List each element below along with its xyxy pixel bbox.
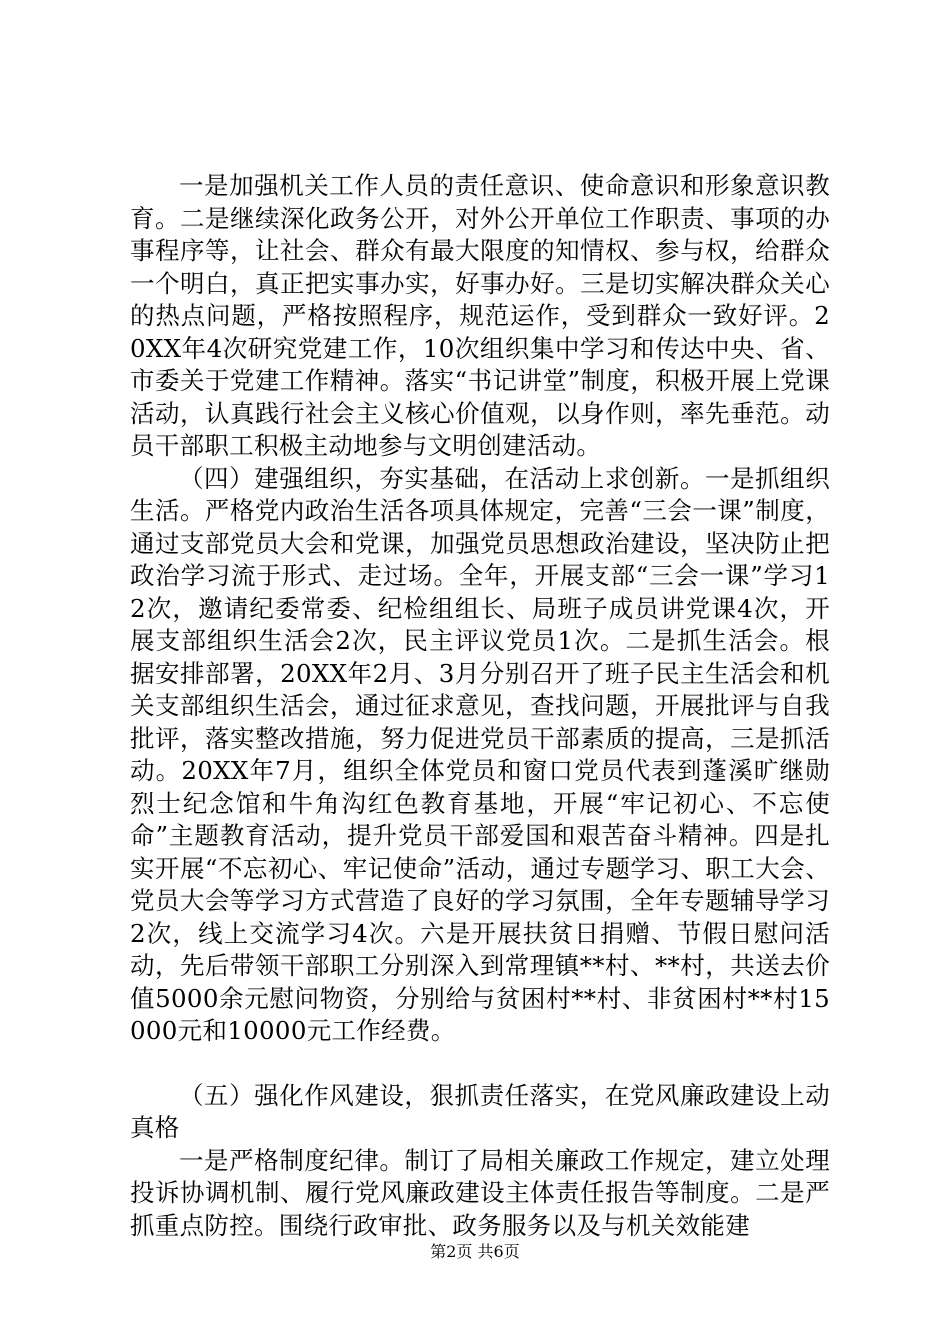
paragraph-gap — [130, 1048, 830, 1080]
document-body — [130, 170, 830, 1242]
paragraph-3: 一是严格制度纪律。制订了局相关廉政工作规定，建立处理投诉协调机制、履行党风廉政建设主体责任报告等制度。二是严抓重点防控。围绕行政审批、政务服务以及与机关效能建 — [130, 1145, 830, 1240]
paragraph-1: 一是加强机关工作人员的责任意识、使命意识和形象意识教育。二是继续深化政务公开，对外公开单位工作职责、事项的办事程序等，让社会、群众有最大限度的知情权、参与权，给群众一个明白，真正把实事办实，好事办好。三是切实解决群众关心的热点问题，严格按照程序，规范运作，受到群众一致好评。20XX年4次研究党建工作，10次组织集中学习和传达中央、省、市委关于党建工作精神。落实“书记讲堂”制度，积极开展上党课活动，认真践行社会主义核心价值观，以身作则，率先垂范。动员干部职工积极主动地参与文明创建活动。 — [130, 171, 830, 460]
paragraph-2: （四）建强组织，夯实基础，在活动上求创新。一是抓组织生活。严格党内政治生活各项具体规定，完善“三会一课”制度，通过支部党员大会和党课，加强党员思想政治建设，坚决防止把政治学习流于形式、走过场。全年，开展支部“三会一课”学习12次，邀请纪委常委、纪检组组长、局班子成员讲党课4次，开展支部组织生活会2次，民主评议党员1次。二是抓生活会。根据安排部署，20XX年2月、3月分别召开了班子民主生活会和机关支部组织生活会，通过征求意见，查找问题，开展批评与自我批评，落实整改措施，努力促进党员干部素质的提高，三是抓活动。20XX年7月，组织全体党员和窗口党员代表到蓬溪旷继勋烈士纪念馆和牛角沟红色教育基地，开展“牢记初心、不忘使命”主题教育活动，提升党员干部爱国和艰苦奋斗精神。四是扎实开展“不忘初心、牢记使命”活动，通过专题学习、职工大会、党员大会等学习方式营造了良好的学习氛围，全年专题辅导学习2次，线上交流学习4次。六是开展扶贫日捐赠、节假日慰问活动，先后带领干部职工分别深入到常理镇**村、**村，共送去价值5000余元慰问物资，分别给与贫困村**村、非贫困村**村15000元和10000元工作经费。 — [130, 463, 831, 1045]
section-heading-5: （五）强化作风建设，狠抓责任落实，在党风廉政建设上动真格 — [130, 1080, 830, 1142]
page-number-footer: 第2页 共6页 — [430, 1242, 520, 1261]
